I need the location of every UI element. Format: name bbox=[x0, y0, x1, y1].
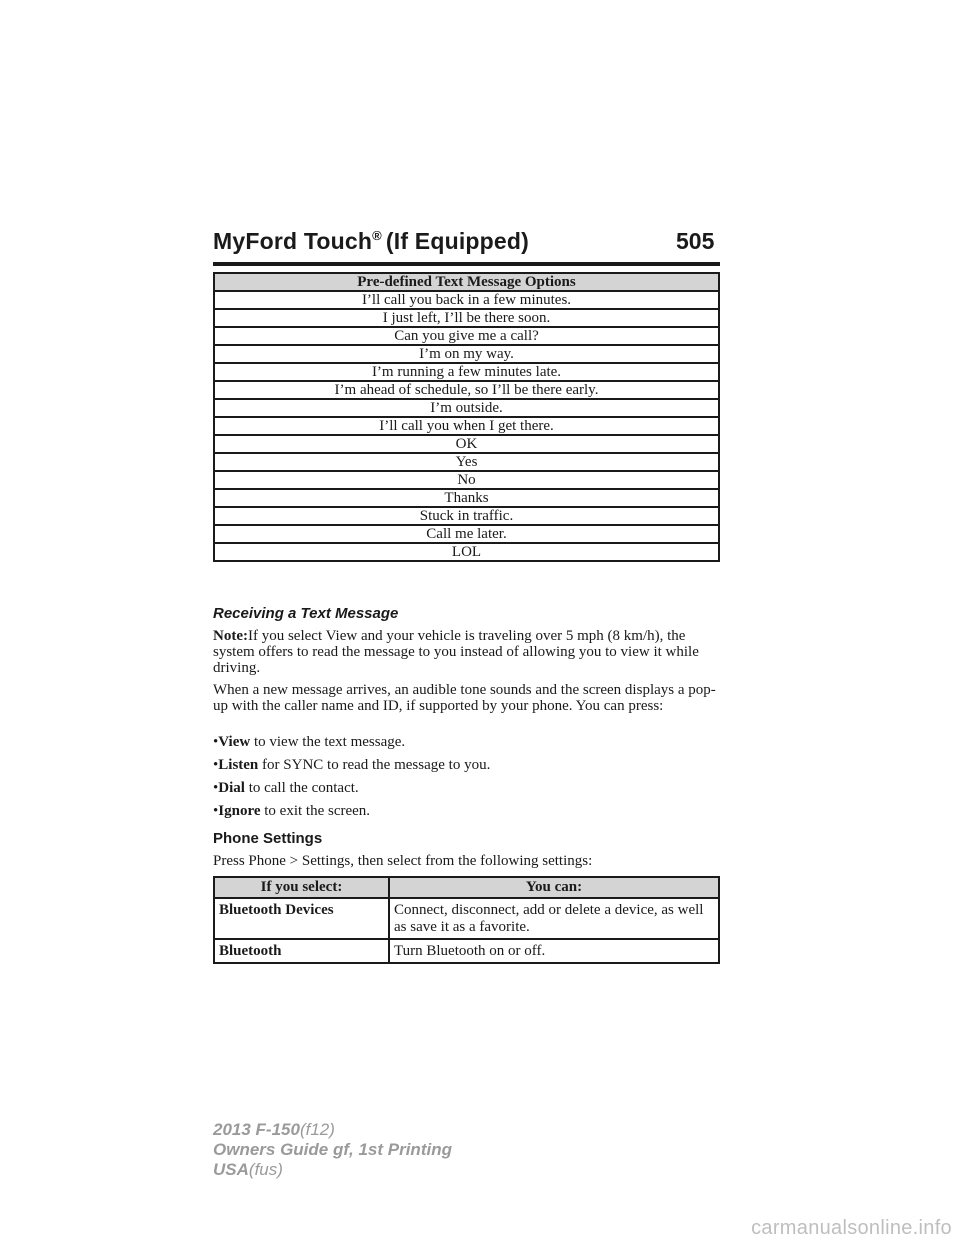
table-row: Stuck in traffic. bbox=[214, 507, 719, 525]
table-row: LOL bbox=[214, 543, 719, 561]
note-label: Note: bbox=[213, 628, 248, 644]
footer-region: USA(fus) bbox=[213, 1160, 283, 1179]
table-row: I just left, I’ll be there soon. bbox=[214, 309, 719, 327]
watermark-link[interactable]: carmanualsonline.info bbox=[751, 1217, 952, 1239]
phone-settings-table bbox=[213, 876, 720, 964]
table-row: I’m on my way. bbox=[214, 345, 719, 363]
table-row: No bbox=[214, 471, 719, 489]
table-row: Bluetooth Turn Bluetooth on or off. bbox=[214, 939, 719, 963]
column-header-select: If you select: bbox=[214, 877, 389, 898]
table-row: Yes bbox=[214, 453, 719, 471]
table-row: I’m outside. bbox=[214, 399, 719, 417]
table-header: Pre-defined Text Message Options bbox=[214, 273, 719, 291]
page-header-title: MyFord Touch® (If Equipped) bbox=[213, 228, 530, 254]
table-row: I’ll call you when I get there. bbox=[214, 417, 719, 435]
table-row: I’m ahead of schedule, so I’ll be there early. bbox=[214, 381, 719, 399]
section-heading-receiving: Receiving a Text Message bbox=[213, 605, 399, 622]
predefined-messages-table bbox=[213, 272, 720, 562]
list-item: •Listen for SYNC to read the message to you. bbox=[213, 757, 491, 773]
table-row: I’m running a few minutes late. bbox=[214, 363, 719, 381]
list-item: •View to view the text message. bbox=[213, 734, 406, 750]
registered-mark: ® bbox=[372, 228, 382, 243]
section-heading-phone-settings: Phone Settings bbox=[213, 830, 323, 847]
header-divider bbox=[213, 262, 720, 266]
footer-model: 2013 F-150(f12) bbox=[213, 1120, 335, 1139]
intro-paragraph: When a new message arrives, an audible tone sounds and the screen displays a pop-up with the caller name and ID, if supported by your phone. You can press: bbox=[213, 682, 716, 714]
column-header-action: You can: bbox=[389, 877, 719, 898]
list-item: •Ignore to exit the screen. bbox=[213, 803, 371, 819]
table-row: Call me later. bbox=[214, 525, 719, 543]
list-item: •Dial to call the contact. bbox=[213, 780, 359, 796]
table-row: OK bbox=[214, 435, 719, 453]
note-paragraph: Note:If you select View and your vehicle is traveling over 5 mph (8 km/h), the system offers to read the message to you instead of allowing you to view it while driving. bbox=[213, 628, 699, 676]
table-row: I’ll call you back in a few minutes. bbox=[214, 291, 719, 309]
footer-edition: Owners Guide gf, 1st Printing bbox=[213, 1140, 452, 1159]
table-row: Can you give me a call? bbox=[214, 327, 719, 345]
phone-settings-intro: Press Phone > Settings, then select from the following settings: bbox=[213, 853, 593, 869]
page-number: 505 bbox=[676, 228, 715, 254]
table-row: Bluetooth Devices Connect, disconnect, add or delete a device, as well as save it as a favorite. bbox=[214, 898, 719, 939]
table-row: Thanks bbox=[214, 489, 719, 507]
